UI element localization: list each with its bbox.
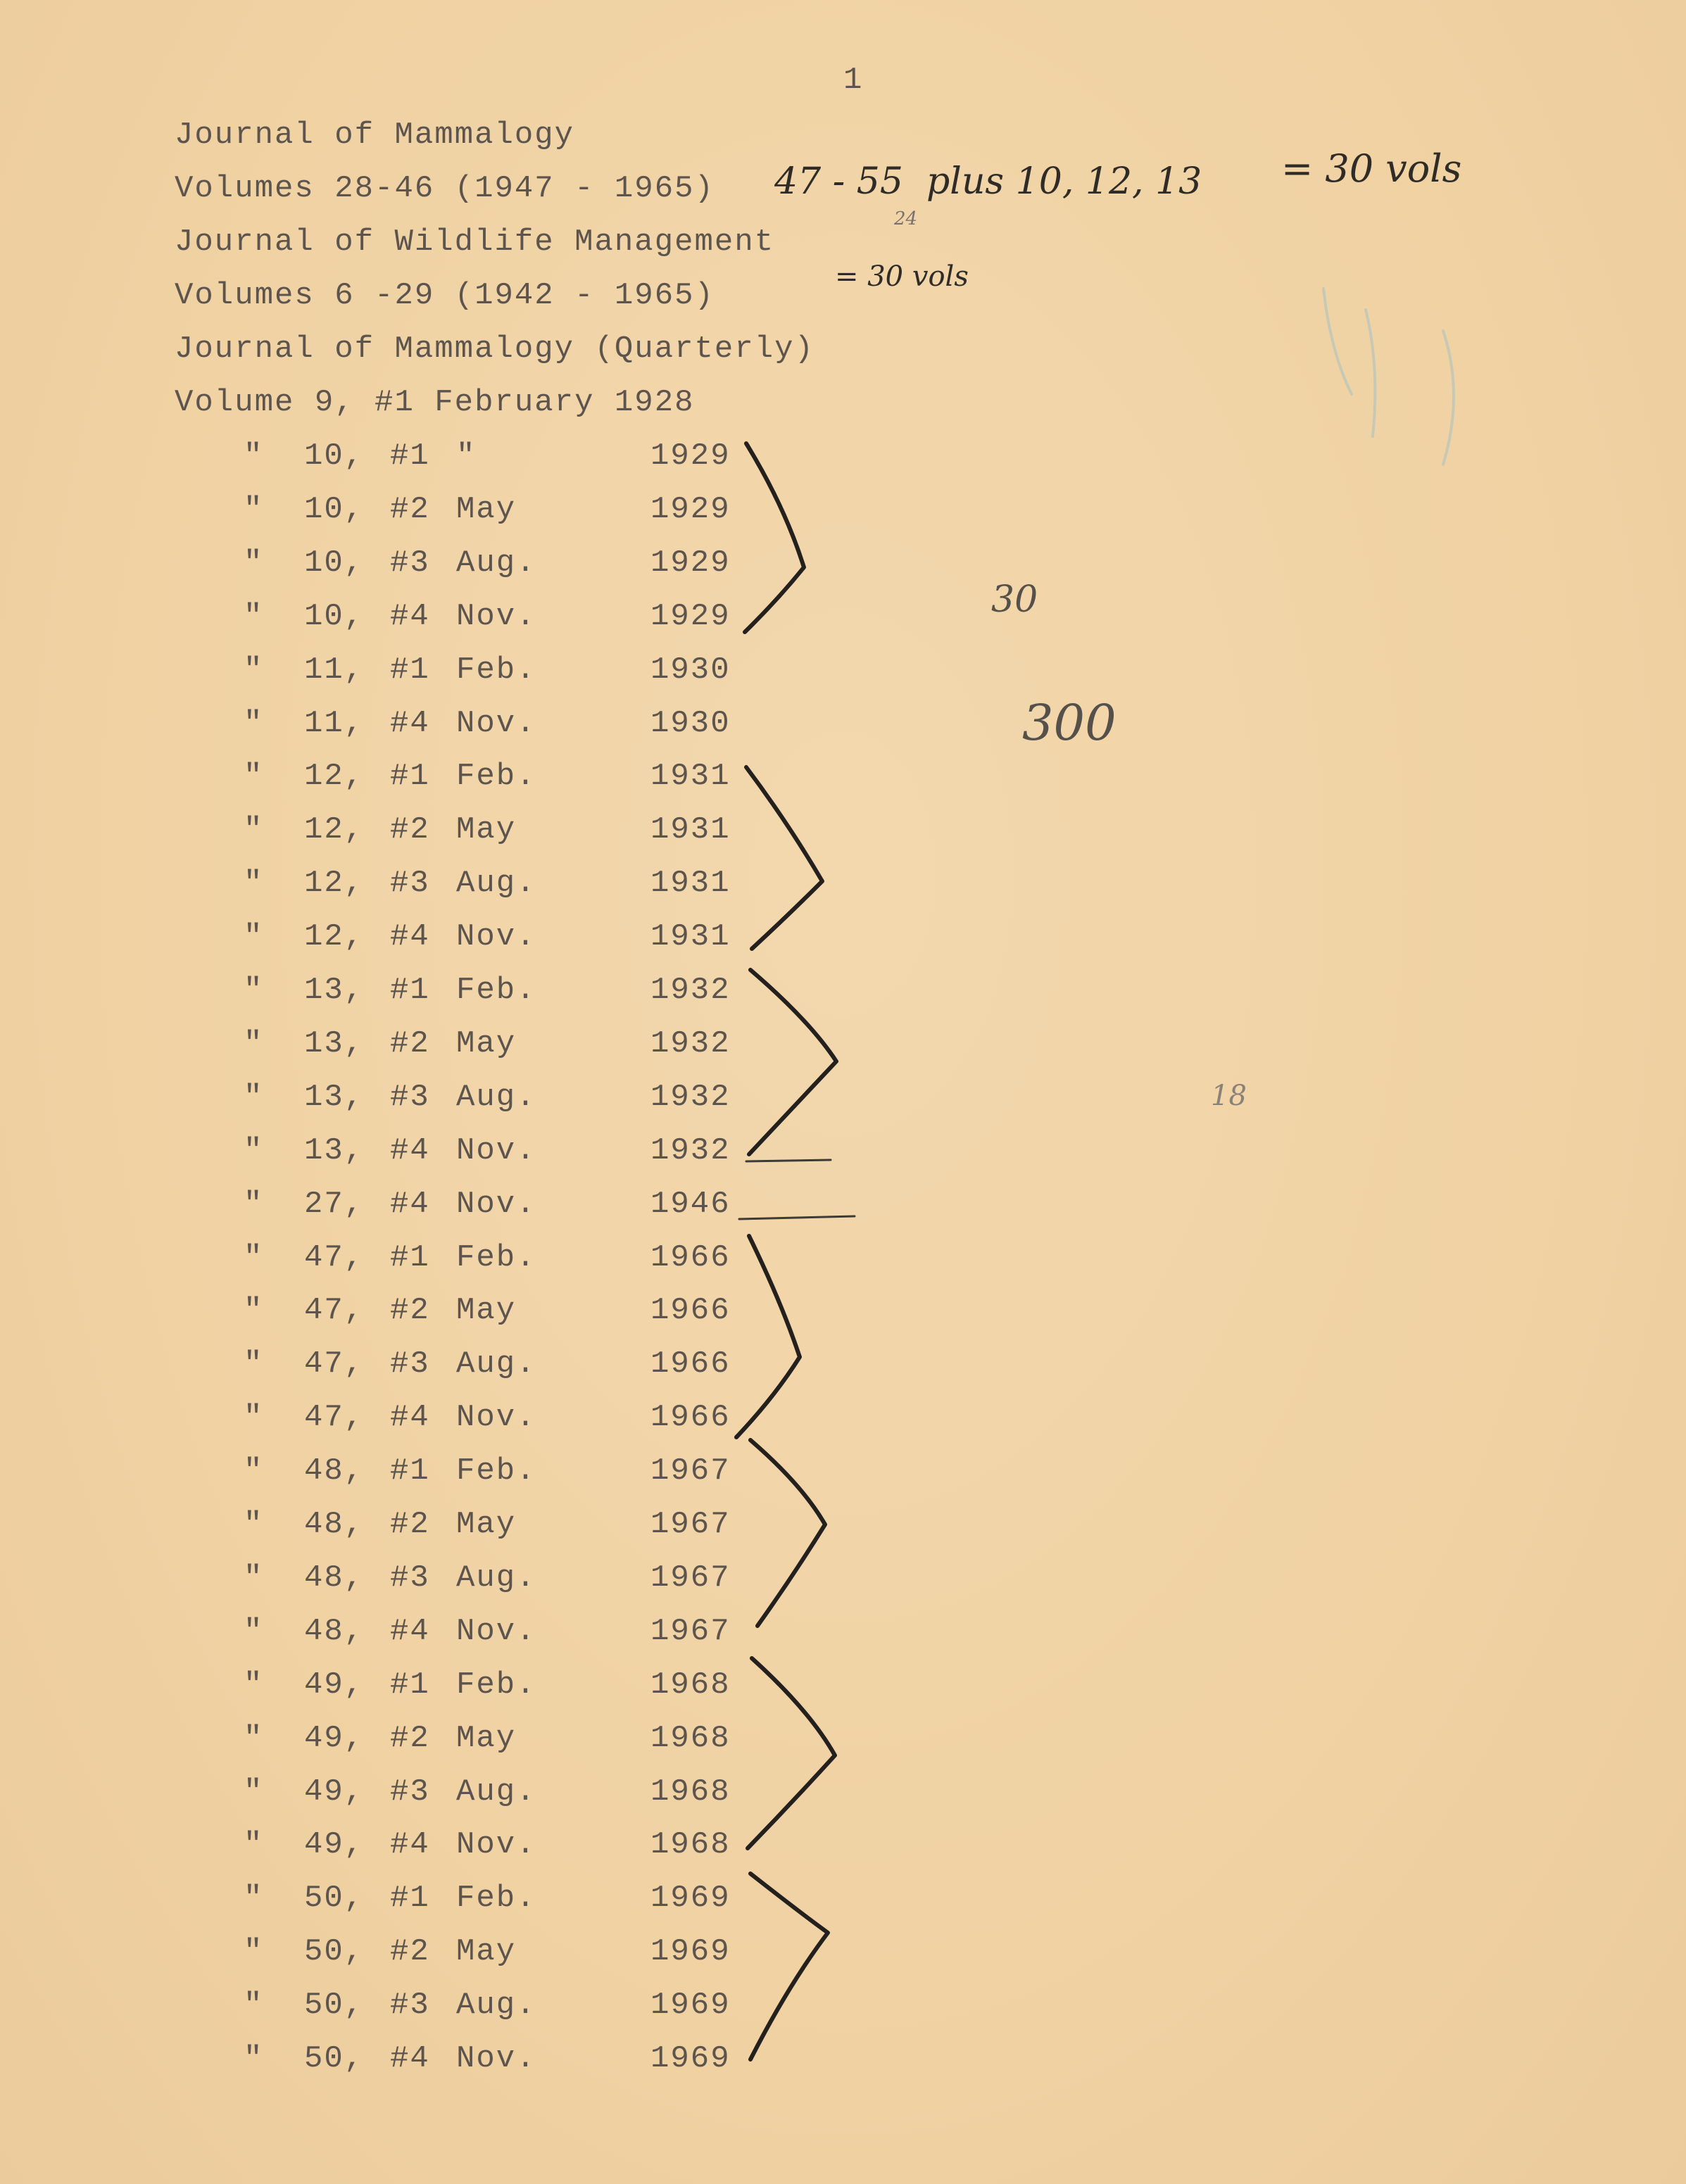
issue-year: 1929 — [650, 491, 731, 527]
issue-year: 1930 — [650, 705, 731, 741]
volume-number: 47, — [304, 1400, 365, 1436]
issue-number: #3 — [390, 1346, 430, 1382]
ditto-mark: " — [244, 1453, 264, 1489]
volume-number: 10, — [304, 491, 365, 527]
ditto-mark: " — [244, 759, 264, 795]
issue-number: #1 — [390, 652, 430, 688]
issue-month: May — [456, 1934, 517, 1970]
bracket-vol-12 — [746, 767, 822, 949]
issue-number: #4 — [390, 2041, 430, 2076]
issue-month: Nov. — [456, 705, 536, 741]
volume-number: 13, — [304, 973, 365, 1008]
bracket-vol-13 — [749, 970, 836, 1154]
ditto-mark: " — [244, 1613, 264, 1649]
ditto-mark: " — [244, 1293, 264, 1329]
volume-number: 50, — [304, 1934, 365, 1970]
header-line-2: Volumes 28-46 (1947 - 1965) — [175, 171, 715, 206]
volume-number: 50, — [304, 1881, 365, 1917]
issue-number: #4 — [390, 1132, 430, 1168]
ditto-mark: " — [244, 866, 264, 902]
issue-year: 1966 — [650, 1293, 731, 1329]
issue-month: Feb. — [456, 1881, 536, 1917]
pen-line-1946 — [739, 1216, 855, 1219]
faint-pencil-mark — [1323, 289, 1454, 465]
issue-year: 1931 — [650, 759, 731, 795]
issue-month: Nov. — [456, 598, 536, 634]
issue-month: Nov. — [456, 919, 536, 955]
ditto-mark: " — [244, 1400, 264, 1436]
issue-number: #4 — [390, 1400, 430, 1436]
issue-month: May — [456, 1507, 517, 1542]
issue-year: 1968 — [650, 1720, 731, 1756]
volume-number: 13, — [304, 1132, 365, 1168]
volume-number: 49, — [304, 1827, 365, 1863]
ditto-mark: " — [244, 1186, 264, 1222]
volume-number: 47, — [304, 1293, 365, 1329]
issue-year: 1966 — [650, 1400, 731, 1436]
issue-number: #1 — [390, 973, 430, 1008]
ditto-mark: " — [244, 973, 264, 1008]
issue-number: #2 — [390, 1934, 430, 1970]
volume-number: 49, — [304, 1667, 365, 1703]
volume-number: 47, — [304, 1239, 365, 1275]
issue-number: #2 — [390, 1293, 430, 1329]
issue-number: #2 — [390, 1507, 430, 1542]
issue-number: #3 — [390, 866, 430, 902]
volume-number: 13, — [304, 1025, 365, 1061]
issue-month: Aug. — [456, 1079, 536, 1115]
issue-month: May — [456, 1025, 517, 1061]
ditto-mark: " — [244, 919, 264, 955]
issue-year: 1968 — [650, 1667, 731, 1703]
issue-month: Aug. — [456, 1988, 536, 2024]
header-line-6: Volume 9, #1 February 1928 — [175, 385, 695, 420]
issue-number: #2 — [390, 1720, 430, 1756]
bracket-vol-49 — [748, 1658, 835, 1848]
header-line-5: Journal of Mammalogy (Quarterly) — [175, 332, 814, 367]
issue-number: #1 — [390, 1453, 430, 1489]
ditto-mark: " — [244, 1881, 264, 1917]
issue-year: 1966 — [650, 1239, 731, 1275]
issue-year: 1932 — [650, 1132, 731, 1168]
issue-year: 1969 — [650, 2041, 731, 2076]
handwritten-margin-300: 300 — [1022, 694, 1116, 752]
ditto-mark: " — [244, 545, 264, 581]
issue-year: 1931 — [650, 866, 731, 902]
issue-month: Feb. — [456, 1667, 536, 1703]
issue-month: Nov. — [456, 1827, 536, 1863]
bracket-vol-47 — [736, 1236, 800, 1437]
header-line-4: Volumes 6 -29 (1942 - 1965) — [175, 278, 715, 313]
handwritten-margin-18: 18 — [1211, 1080, 1247, 1112]
volume-number: 12, — [304, 812, 365, 848]
volume-number: 12, — [304, 866, 365, 902]
volume-number: 48, — [304, 1613, 365, 1649]
header-line-3: Journal of Wildlife Management — [175, 225, 775, 260]
issue-number: #4 — [390, 919, 430, 955]
ditto-mark: " — [244, 1507, 264, 1542]
issue-month: May — [456, 491, 517, 527]
volume-number: 12, — [304, 759, 365, 795]
volume-number: 27, — [304, 1186, 365, 1222]
volume-number: 49, — [304, 1774, 365, 1810]
issue-month: Aug. — [456, 1560, 536, 1596]
ditto-mark: " — [244, 2041, 264, 2076]
issue-number: #1 — [390, 1239, 430, 1275]
volume-number: 10, — [304, 545, 365, 581]
ditto-mark: " — [244, 1988, 264, 2024]
volume-number: 11, — [304, 652, 365, 688]
issue-year: 1969 — [650, 1934, 731, 1970]
ditto-mark: " — [244, 652, 264, 688]
issue-month: May — [456, 812, 517, 848]
issue-year: 1931 — [650, 919, 731, 955]
issue-year: 1968 — [650, 1774, 731, 1810]
ditto-mark: " — [244, 1239, 264, 1275]
handwritten-equals-30-vols: = 30 vols — [1281, 146, 1462, 191]
issue-number: #2 — [390, 812, 430, 848]
ditto-mark: " — [244, 598, 264, 634]
issue-month: Nov. — [456, 1400, 536, 1436]
issue-year: 1930 — [650, 652, 731, 688]
issue-year: 1966 — [650, 1346, 731, 1382]
issue-year: 1929 — [650, 438, 731, 474]
handwritten-volumes-note: 47 - 55 plus 10, 12, 13 — [774, 160, 1202, 203]
handwritten-small-24: 24 — [894, 208, 918, 229]
issue-number: #2 — [390, 1025, 430, 1061]
issue-month: Aug. — [456, 1774, 536, 1810]
bracket-vol-10 — [745, 443, 804, 632]
handwritten-equals-30-vols-2: = 30 vols — [835, 260, 969, 293]
volume-number: 10, — [304, 438, 365, 474]
issue-number: #1 — [390, 1881, 430, 1917]
ditto-mark: " — [244, 438, 264, 474]
issue-number: #3 — [390, 1774, 430, 1810]
volume-number: 50, — [304, 2041, 365, 2076]
issue-number: #4 — [390, 598, 430, 634]
issue-number: #4 — [390, 1827, 430, 1863]
header-line-1: Journal of Mammalogy — [175, 118, 575, 153]
issue-year: 1929 — [650, 545, 731, 581]
ditto-mark: " — [244, 1827, 264, 1863]
pen-line-1932 — [746, 1160, 831, 1161]
handwritten-margin-30: 30 — [991, 579, 1038, 621]
issue-number: #3 — [390, 1988, 430, 2024]
issue-number: #1 — [390, 1667, 430, 1703]
issue-month: Aug. — [456, 545, 536, 581]
issue-number: #3 — [390, 1079, 430, 1115]
volume-number: 49, — [304, 1720, 365, 1756]
issue-month: May — [456, 1293, 517, 1329]
issue-month: Nov. — [456, 1186, 536, 1222]
volume-number: 13, — [304, 1079, 365, 1115]
issue-year: 1967 — [650, 1507, 731, 1542]
issue-month: Feb. — [456, 1239, 536, 1275]
volume-number: 10, — [304, 598, 365, 634]
issue-year: 1968 — [650, 1827, 731, 1863]
issue-number: #1 — [390, 438, 430, 474]
issue-number: #4 — [390, 705, 430, 741]
bracket-vol-48 — [750, 1440, 825, 1626]
volume-number: 48, — [304, 1453, 365, 1489]
ditto-mark: " — [244, 491, 264, 527]
issue-month: Feb. — [456, 1453, 536, 1489]
issue-number: #2 — [390, 491, 430, 527]
issue-year: 1969 — [650, 1881, 731, 1917]
issue-month: Feb. — [456, 652, 536, 688]
ditto-mark: " — [244, 1774, 264, 1810]
volume-number: 48, — [304, 1560, 365, 1596]
issue-year: 1931 — [650, 812, 731, 848]
volume-number: 47, — [304, 1346, 365, 1382]
issue-year: 1932 — [650, 973, 731, 1008]
issue-number: #3 — [390, 1560, 430, 1596]
issue-month: May — [456, 1720, 517, 1756]
ditto-mark: " — [244, 1025, 264, 1061]
ditto-mark: " — [244, 1667, 264, 1703]
issue-month: " — [456, 438, 477, 474]
issue-month: Nov. — [456, 1132, 536, 1168]
volume-number: 12, — [304, 919, 365, 955]
issue-year: 1967 — [650, 1453, 731, 1489]
page-number: 1 — [843, 63, 864, 98]
issue-year: 1969 — [650, 1988, 731, 2024]
issue-month: Aug. — [456, 1346, 536, 1382]
bracket-vol-50 — [750, 1874, 828, 2059]
volume-number: 48, — [304, 1507, 365, 1542]
issue-year: 1967 — [650, 1560, 731, 1596]
issue-year: 1967 — [650, 1613, 731, 1649]
ditto-mark: " — [244, 1720, 264, 1756]
issue-year: 1946 — [650, 1186, 731, 1222]
ditto-mark: " — [244, 1346, 264, 1382]
ditto-mark: " — [244, 1934, 264, 1970]
issue-year: 1932 — [650, 1079, 731, 1115]
issue-month: Nov. — [456, 2041, 536, 2076]
issue-month: Nov. — [456, 1613, 536, 1649]
volume-number: 11, — [304, 705, 365, 741]
issue-month: Feb. — [456, 973, 536, 1008]
issue-month: Aug. — [456, 866, 536, 902]
ditto-mark: " — [244, 1560, 264, 1596]
issue-year: 1929 — [650, 598, 731, 634]
ditto-mark: " — [244, 812, 264, 848]
issue-month: Feb. — [456, 759, 536, 795]
ditto-mark: " — [244, 1079, 264, 1115]
issue-number: #1 — [390, 759, 430, 795]
volume-number: 50, — [304, 1988, 365, 2024]
issue-number: #4 — [390, 1186, 430, 1222]
issue-number: #4 — [390, 1613, 430, 1649]
ditto-mark: " — [244, 705, 264, 741]
issue-number: #3 — [390, 545, 430, 581]
ditto-mark: " — [244, 1132, 264, 1168]
issue-year: 1932 — [650, 1025, 731, 1061]
